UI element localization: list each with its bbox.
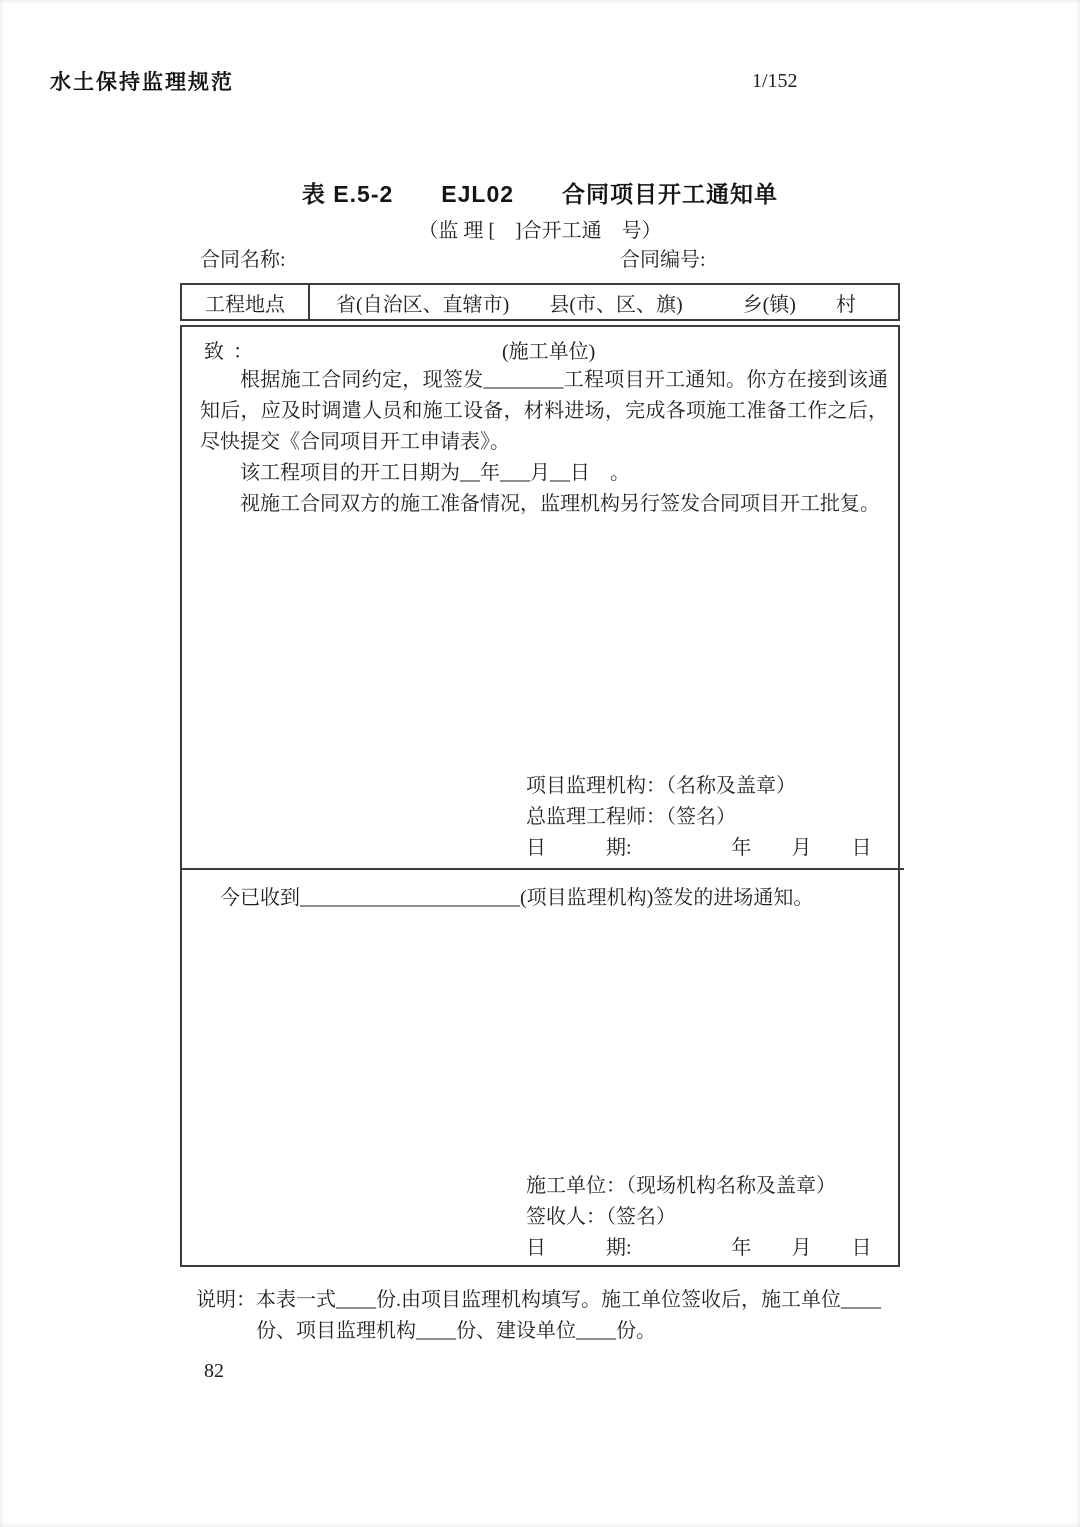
project-location-label-cell: 工程地点: [182, 285, 310, 319]
supervisor-signature-block: [526, 771, 872, 864]
section-divider: [180, 868, 904, 870]
contractor-unit-line: 施工单位：（现场机构名称及盖章）: [526, 1175, 836, 1197]
supervisor-date-line: 日 期: 年 月 日: [526, 837, 872, 859]
contract-name-label: 合同名称:: [200, 249, 286, 271]
note-text-line-2: 份、项目监理机构____份、建设单位____份。: [256, 1320, 656, 1342]
supervisor-org-line: 项目监理机构：（名称及盖章）: [526, 775, 796, 797]
receiver-line: 签收人：（签名）: [526, 1206, 676, 1228]
document-header-title: 水土保持监理规范: [50, 71, 234, 94]
notice-paragraph-1: 根据施工合同约定，现签发________工程项目开工通知。你方在接到该通知后，应及时调遣人员和施工设备，材料进场，完成各项施工准备工作之后，尽快提交《合同项目开工申请表》。: [200, 369, 888, 453]
addressee-label: 致 ：: [204, 341, 255, 363]
notice-paragraph-2: 该工程项目的开工日期为__年___月__日 。: [240, 462, 630, 484]
addressee-unit-hint: (施工单位): [502, 341, 596, 363]
contractor-date-line: 日 期: 年 月 日: [526, 1237, 872, 1259]
contract-info-row: [180, 243, 900, 271]
page-indicator: 1/152: [752, 70, 798, 92]
note-text: [256, 1285, 881, 1347]
project-location-value-cell: 省(自治区、直辖市) 县(市、区、旗) 乡(镇) 村: [336, 293, 856, 316]
project-location-row: [180, 283, 900, 321]
form-title: 表 E.5-2 EJL02 合同项目开工通知单: [301, 181, 779, 207]
page-number: 82: [204, 1360, 224, 1382]
contract-number-label: 合同编号:: [620, 249, 706, 271]
receipt-acknowledgement-line: 今已收到______________________(项目监理机构)签发的进场通知。: [220, 887, 814, 909]
notice-paragraph-3: 视施工合同双方的施工准备情况，监理机构另行签发合同项目开工批复。: [240, 493, 880, 515]
note-text-line-1: 本表一式____份.由项目监理机构填写。施工单位签收后，施工单位____: [256, 1289, 881, 1311]
form-note: [196, 1285, 912, 1347]
addressee-line: [204, 335, 884, 363]
form-main-box: [180, 325, 900, 1267]
contractor-signature-block: [526, 1171, 872, 1264]
form-reference-number-line: （监 理 [ ]合开工通 号）: [418, 220, 662, 242]
note-label: 说明：: [196, 1289, 256, 1311]
chief-engineer-line: 总监理工程师：（签名）: [526, 806, 736, 828]
